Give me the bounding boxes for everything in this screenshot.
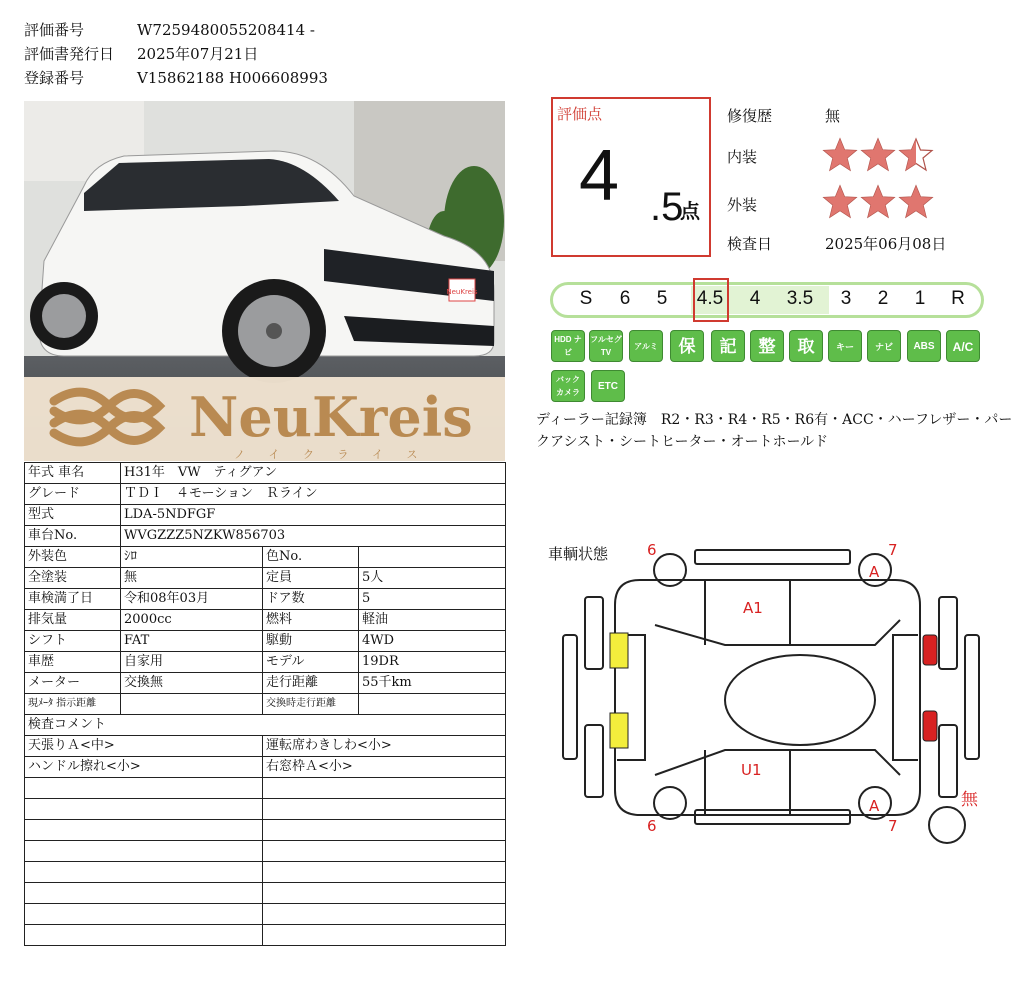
car-photo-illustration <box>24 101 505 461</box>
doors-label: ドア数 <box>263 589 359 610</box>
score-label: 評価点 <box>557 105 603 123</box>
grade-1: 1 <box>914 288 926 309</box>
meter-value: 交換無 <box>121 673 263 694</box>
vehicle-diagram <box>555 535 1010 855</box>
mileage-value: 55千km <box>359 673 506 694</box>
meter-label: メーター <box>25 673 121 694</box>
chassis-label: 車台No. <box>25 526 121 547</box>
inspect-date-label: 検査日 <box>727 235 773 253</box>
grade-label: グレード <box>25 484 121 505</box>
table-row <box>25 757 506 778</box>
star-icon <box>898 184 934 220</box>
mark-none: 無 <box>961 790 978 810</box>
table-row <box>25 904 506 925</box>
chassis-value: WVGZZZ5NZKW856703 <box>121 526 506 547</box>
issue-date-row <box>24 43 258 64</box>
repaint-value: 無 <box>121 568 263 589</box>
comment-cell <box>263 883 506 904</box>
comment-cell <box>25 820 263 841</box>
grade-5: 5 <box>656 288 668 309</box>
table-row <box>25 820 506 841</box>
table-row <box>25 610 506 631</box>
mark-7-bottom: 7 <box>888 817 898 835</box>
comment-cell <box>25 925 263 946</box>
registration-value: V15862188 H006608993 <box>137 69 328 87</box>
dent-red-front <box>923 635 937 665</box>
plate-text: NeuKreis <box>446 288 478 296</box>
eval-number-row <box>24 19 315 40</box>
smart-key-icon: キー <box>828 330 862 362</box>
spec-table <box>24 462 506 946</box>
registration-label: 登録番号 <box>24 69 85 87</box>
grade-6: 6 <box>619 288 631 309</box>
grade-4-5: 4.5 <box>696 288 724 309</box>
color-label: 外装色 <box>25 547 121 568</box>
model-value: H31年 VW ティグアン <box>121 463 506 484</box>
grade-4: 4 <box>749 288 761 309</box>
options-text: ディーラー記録簿 R2・R3・R4・R5・R6有・ACC・ハーフレザー・パークアシスト・シートヒーター・オートホールド <box>536 412 1013 450</box>
comment-cell <box>25 883 263 904</box>
star-icon <box>898 137 934 173</box>
score-unit: 点 <box>680 199 700 223</box>
logo-text: NeuKreis <box>189 385 473 449</box>
table-row <box>25 652 506 673</box>
etc-icon: ETC <box>591 370 625 402</box>
star-icon <box>822 184 858 220</box>
car-photo <box>24 101 505 461</box>
grade-2: 2 <box>877 288 889 309</box>
dent-yellow-front <box>610 633 628 668</box>
table-row <box>25 484 506 505</box>
abs-icon: ABS <box>907 330 941 362</box>
fullseg-tv-icon: フルセグ TV <box>589 330 623 362</box>
shift-label: シフト <box>25 631 121 652</box>
grade-scale <box>550 282 984 318</box>
issue-date-value: 2025年07月21日 <box>137 45 259 63</box>
mark-6-bottom: 6 <box>647 817 657 835</box>
comment-label: 検査コメント <box>25 715 506 736</box>
grade-s: S <box>579 288 593 309</box>
comment-cell <box>263 925 506 946</box>
table-row <box>25 673 506 694</box>
comment-cell: 天張りＡ<中> <box>25 736 263 757</box>
ac-icon: A/C <box>946 330 980 362</box>
replaced-mileage-value <box>359 694 506 715</box>
hdd-navi-icon: HDD ナビ <box>551 330 585 362</box>
mark-a-top: A <box>869 563 880 581</box>
replaced-mileage-label: 交換時走行距離 <box>263 694 359 715</box>
grade-3-5: 3.5 <box>786 288 814 309</box>
star-icon <box>860 137 896 173</box>
registration-row <box>24 67 328 88</box>
history-label: 車歴 <box>25 652 121 673</box>
record-book-icon: 記 <box>711 330 745 362</box>
comment-cell: 運転席わきしわ<小> <box>263 736 506 757</box>
type-value: LDA-5NDFGF <box>121 505 506 526</box>
back-camera-icon: バック カメラ <box>551 370 585 402</box>
comment-cell <box>25 799 263 820</box>
type-label: 型式 <box>25 505 121 526</box>
score-integer: 4 <box>579 136 617 216</box>
table-row <box>25 505 506 526</box>
grade-value: ＴＤＩ ４モーション Ｒライン <box>121 484 506 505</box>
current-meter-label: 現ﾒｰﾀ 指示距離 <box>25 694 121 715</box>
table-row <box>25 568 506 589</box>
mark-7-top: 7 <box>888 541 898 559</box>
repair-value: 無 <box>825 107 841 125</box>
fuel-label: 燃料 <box>263 610 359 631</box>
eval-number-label: 評価番号 <box>24 21 85 39</box>
table-row <box>25 715 506 736</box>
grade-3: 3 <box>840 288 852 309</box>
displacement-value: 2000cc <box>121 610 263 631</box>
interior-label: 内装 <box>727 148 758 166</box>
repaint-label: 全塗装 <box>25 568 121 589</box>
color-no-label: 色No. <box>263 547 359 568</box>
model-year-label: モデル <box>263 652 359 673</box>
comment-cell <box>263 820 506 841</box>
comment-cell <box>263 862 506 883</box>
manual-icon: 取 <box>789 330 823 362</box>
inspection-expiry-value: 令和08年03月 <box>121 589 263 610</box>
dent-red-rear <box>923 711 937 741</box>
inspect-date-value: 2025年06月08日 <box>825 235 947 253</box>
exterior-stars <box>822 184 936 224</box>
score-decimal: .5 <box>650 185 684 229</box>
logo-kana: ノ イ ク ラ イ ス <box>234 448 428 461</box>
repair-label: 修復歴 <box>727 107 773 125</box>
grade-r: R <box>951 288 965 309</box>
vehicle-state-title: 車輌状態 <box>548 545 609 563</box>
color-no-value <box>359 547 506 568</box>
mark-a1: A1 <box>743 599 763 617</box>
dent-yellow-rear <box>610 713 628 748</box>
table-row <box>25 589 506 610</box>
comment-cell <box>263 841 506 862</box>
drive-value: 4WD <box>359 631 506 652</box>
model-year-value: 19DR <box>359 652 506 673</box>
warranty-icon: 保 <box>670 330 704 362</box>
capacity-value: 5人 <box>359 568 506 589</box>
table-row <box>25 841 506 862</box>
interior-stars <box>822 137 936 177</box>
navi-icon: ナビ <box>867 330 901 362</box>
comment-cell <box>25 904 263 925</box>
table-row <box>25 883 506 904</box>
exterior-label: 外装 <box>727 196 758 214</box>
alloy-wheel-icon: アルミ <box>629 330 663 362</box>
displacement-label: 排気量 <box>25 610 121 631</box>
star-icon <box>822 137 858 173</box>
mark-u1: U1 <box>741 761 762 779</box>
shift-value: FAT <box>121 631 263 652</box>
mark-6-top: 6 <box>647 541 657 559</box>
current-meter-value <box>121 694 263 715</box>
doors-value: 5 <box>359 589 506 610</box>
comment-cell <box>25 862 263 883</box>
comment-cell <box>263 799 506 820</box>
model-label: 年式 車名 <box>25 463 121 484</box>
table-row <box>25 862 506 883</box>
eval-number-value: W7259480055208414 - <box>137 21 315 39</box>
comment-cell <box>263 778 506 799</box>
maintenance-icon: 整 <box>750 330 784 362</box>
table-row <box>25 778 506 799</box>
table-row <box>25 631 506 652</box>
comment-cell <box>263 904 506 925</box>
inspection-expiry-label: 車検満了日 <box>25 589 121 610</box>
capacity-label: 定員 <box>263 568 359 589</box>
issue-date-label: 評価書発行日 <box>24 45 115 63</box>
history-value: 自家用 <box>121 652 263 673</box>
star-icon <box>860 184 896 220</box>
comment-cell <box>25 841 263 862</box>
table-row <box>25 463 506 484</box>
color-value: ｼﾛ <box>121 547 263 568</box>
fuel-value: 軽油 <box>359 610 506 631</box>
table-row <box>25 925 506 946</box>
drive-label: 駆動 <box>263 631 359 652</box>
table-row <box>25 799 506 820</box>
comment-cell: 右窓枠Ａ<小> <box>263 757 506 778</box>
score-box <box>551 97 711 257</box>
table-row <box>25 547 506 568</box>
mileage-label: 走行距離 <box>263 673 359 694</box>
table-row <box>25 526 506 547</box>
mark-a-bottom: A <box>869 797 880 815</box>
table-row <box>25 694 506 715</box>
table-row <box>25 736 506 757</box>
comment-cell <box>25 778 263 799</box>
comment-cell: ハンドル擦れ<小> <box>25 757 263 778</box>
